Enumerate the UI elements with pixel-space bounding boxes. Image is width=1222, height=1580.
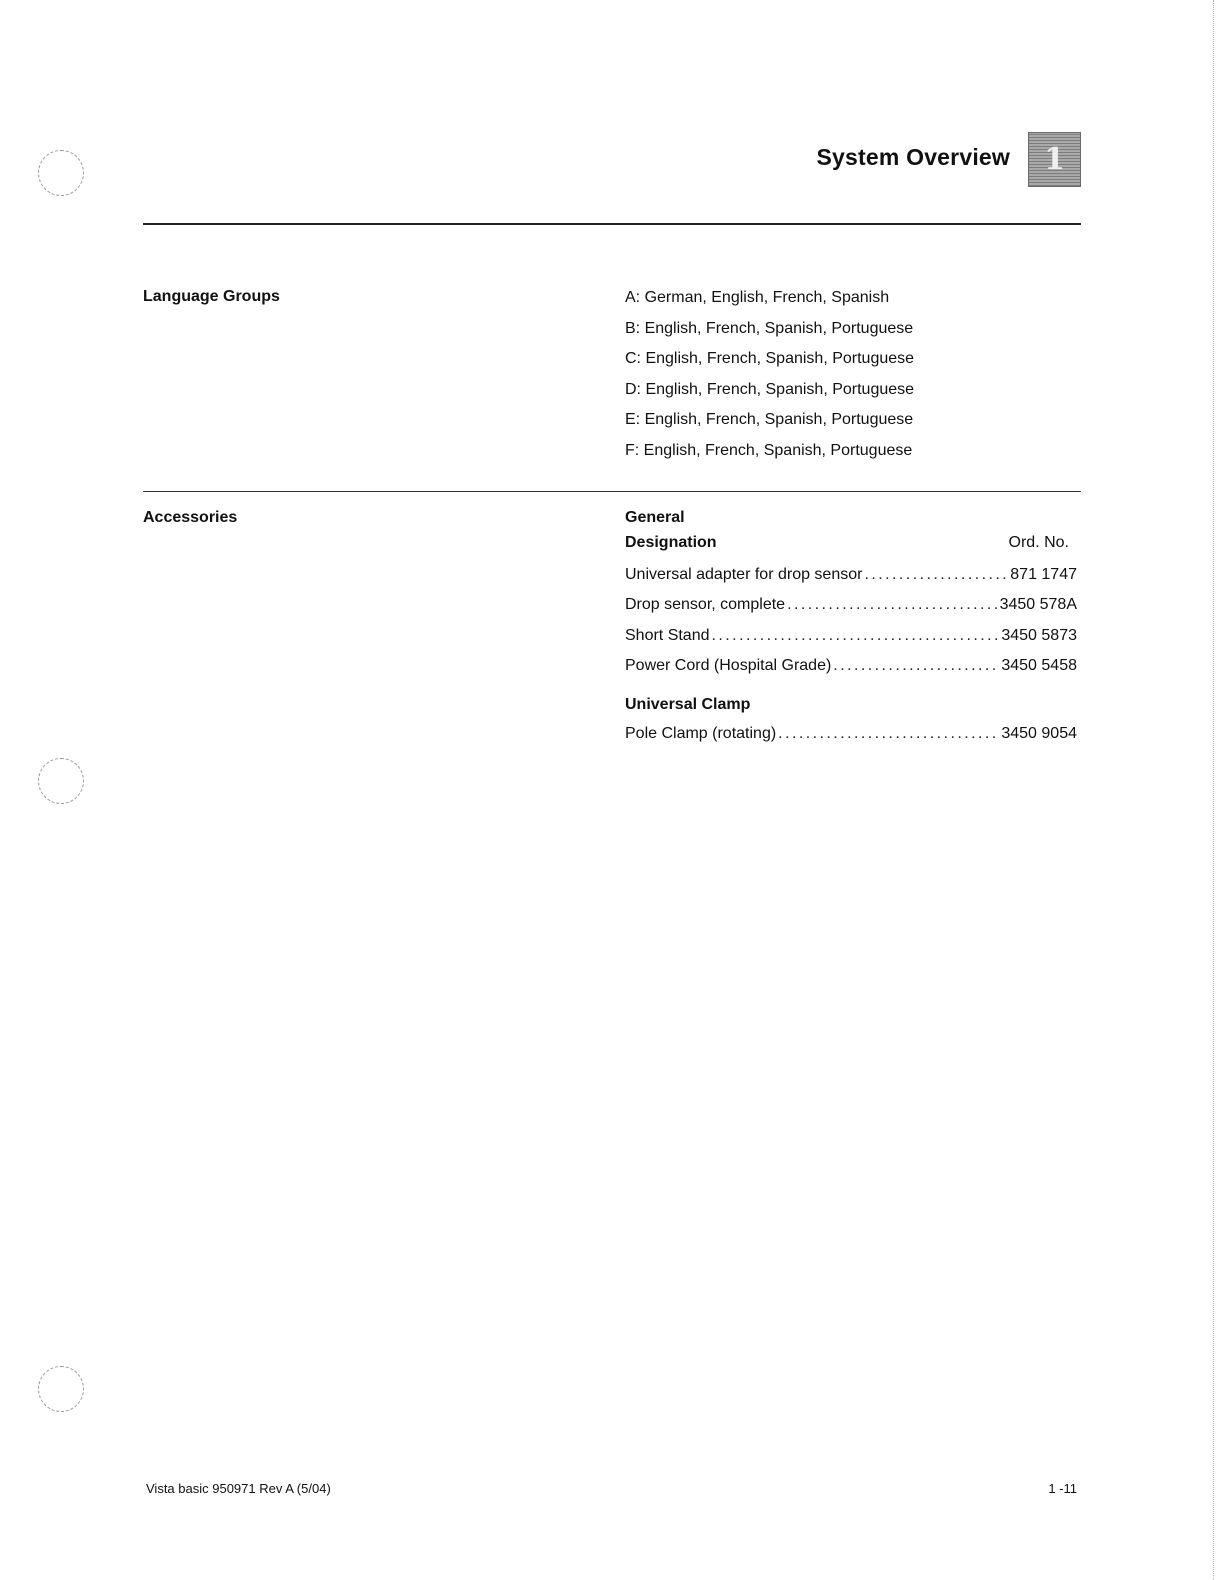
universal-clamp-heading: Universal Clamp	[625, 695, 751, 713]
accessory-ord-no: 871 1747	[1010, 566, 1077, 583]
dot-leader	[787, 593, 998, 617]
language-group-item: E: English, French, Spanish, Portuguese	[625, 411, 914, 429]
language-groups-list	[625, 286, 914, 470]
accessory-row	[625, 722, 1077, 752]
accessory-name: Short Stand	[625, 626, 710, 644]
accessory-name: Power Cord (Hospital Grade)	[625, 657, 832, 675]
dot-leader	[712, 624, 1000, 648]
accessories-label: Accessories	[143, 509, 238, 526]
accessory-ord-no: 3450 5458	[1001, 657, 1077, 675]
dot-leader	[864, 563, 1008, 587]
header-divider	[143, 223, 1081, 225]
chapter-tab	[1028, 132, 1081, 187]
accessory-ord-no: 3450 578A	[999, 596, 1077, 614]
punch-hole-bottom	[38, 1366, 84, 1412]
ord-no-column-header: Ord. No.	[1008, 534, 1069, 551]
accessory-row	[625, 593, 1077, 623]
language-group-item: A: German, English, French, Spanish	[625, 289, 890, 306]
designation-column-header: Designation	[625, 534, 717, 551]
punch-hole-middle	[38, 758, 84, 804]
accessory-ord-no: 3450 5873	[1001, 626, 1077, 644]
accessory-row	[625, 624, 1077, 654]
column-header-row	[625, 531, 1077, 563]
section-divider	[143, 491, 1081, 492]
footer-document-id: Vista basic 950971 Rev A (5/04)	[146, 1481, 331, 1496]
accessory-name: Universal adapter for drop sensor	[625, 566, 863, 583]
language-group-item: C: English, French, Spanish, Portuguese	[625, 350, 915, 368]
accessory-name: Drop sensor, complete	[625, 596, 786, 614]
language-group-item: B: English, French, Spanish, Portuguese	[625, 319, 914, 337]
language-group-item: F: English, French, Spanish, Portuguese	[625, 441, 913, 459]
dot-leader	[778, 722, 999, 746]
language-group-item: D: English, French, Spanish, Portuguese	[625, 380, 915, 398]
chapter-number: 1	[1044, 142, 1065, 177]
accessory-row	[625, 654, 1077, 684]
dot-leader	[833, 654, 999, 678]
page-title: System Overview	[816, 144, 1010, 170]
accessories-table	[625, 507, 1077, 752]
accessory-ord-no: 3450 9054	[1001, 724, 1077, 742]
punch-hole-top	[38, 150, 84, 196]
accessory-row	[625, 563, 1077, 593]
footer-page-number: 1 -11	[1048, 1481, 1077, 1496]
language-groups-label: Language Groups	[143, 288, 280, 305]
accessory-name: Pole Clamp (rotating)	[625, 724, 777, 742]
page-edge	[1212, 0, 1214, 1580]
general-heading: General	[625, 509, 685, 526]
